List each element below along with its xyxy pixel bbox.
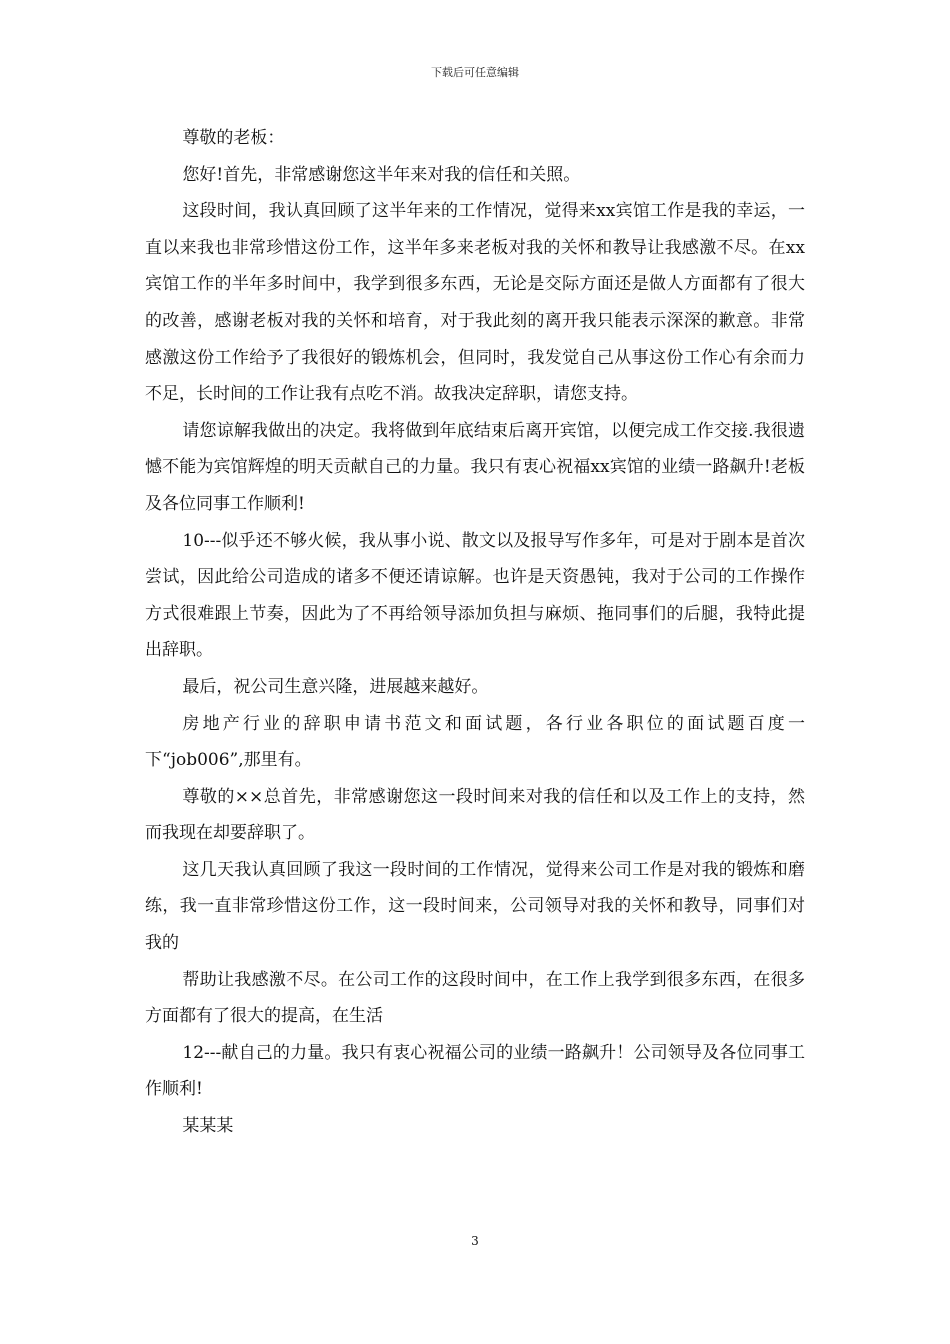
paragraph-second-letter-wish: 12---献自己的力量。我只有衷心祝福公司的业绩一路飙升！公司领导及各位同事工作顺利! bbox=[145, 1042, 805, 1100]
document-body bbox=[145, 120, 805, 1145]
signature: 某某某 bbox=[182, 1116, 234, 1137]
paragraph-closing-wish: 最后，祝公司生意兴隆，进展越来越好。 bbox=[182, 676, 489, 697]
page-header: 下载后可任意编辑 bbox=[431, 66, 519, 79]
page-number: 3 bbox=[471, 1234, 479, 1248]
paragraph-understanding: 请您谅解我做出的决定。我将做到年底结束后离开宾馆，以便完成工作交接.我很遗憾不能为宾馆辉煌的明天贡献自己的力量。我只有衷心祝福xx宾馆的业绩一路飙升!老板及各位同事工作顺利! bbox=[145, 420, 805, 514]
paragraph-script-writing: 10---似乎还不够火候，我从事小说、散文以及报导写作多年，可是对于剧本是首次尝试，因此给公司造成的诸多不便还请谅解。也许是天资愚钝，我对于公司的工作操作方式很难跟上节奏，因此为了不再给领导添加负担与麻烦、拖同事们的后腿，我特此提出辞职。 bbox=[145, 530, 805, 661]
paragraph-second-letter-review: 这几天我认真回顾了我这一段时间的工作情况，觉得来公司工作是对我的锻炼和磨练，我一直非常珍惜这份工作，这一段时间来，公司领导对我的关怀和教导，同事们对我的 bbox=[145, 859, 805, 954]
paragraph-review: 这段时间，我认真回顾了这半年来的工作情况，觉得来xx宾馆工作是我的幸运，一直以来我也非常珍惜这份工作，这半年多来老板对我的关怀和教导让我感激不尽。在xx宾馆工作的半年多时间中，我学到很多东西，无论是交际方面还是做人方面都有了很大的改善，感谢老板对我的关怀和培育，对于我此刻的离开我只能表示深深的歉意。非常感激这份工作给予了我很好的锻炼机会，但同时，我发觉自己从事这份工作心有余而力不足，长时间的工作让我有点吃不消。故我决定辞职，请您支持。 bbox=[145, 201, 805, 405]
salutation: 尊敬的老板： bbox=[182, 128, 285, 148]
paragraph-real-estate-note: 房地产行业的辞职申请书范文和面试题，各行业各职位的面试题百度一下“job006”,那里有。 bbox=[145, 713, 805, 771]
paragraph-second-letter-help: 帮助让我感激不尽。在公司工作的这段时间中，在工作上我学到很多东西，在很多方面都有了很大的提高，在生活 bbox=[145, 969, 805, 1027]
paragraph-greeting: 您好!首先，非常感谢您这半年来对我的信任和关照。 bbox=[182, 164, 581, 185]
paragraph-second-letter-opening: 尊敬的××总首先，非常感谢您这一段时间来对我的信任和以及工作上的支持，然而我现在却要辞职了。 bbox=[145, 786, 805, 844]
